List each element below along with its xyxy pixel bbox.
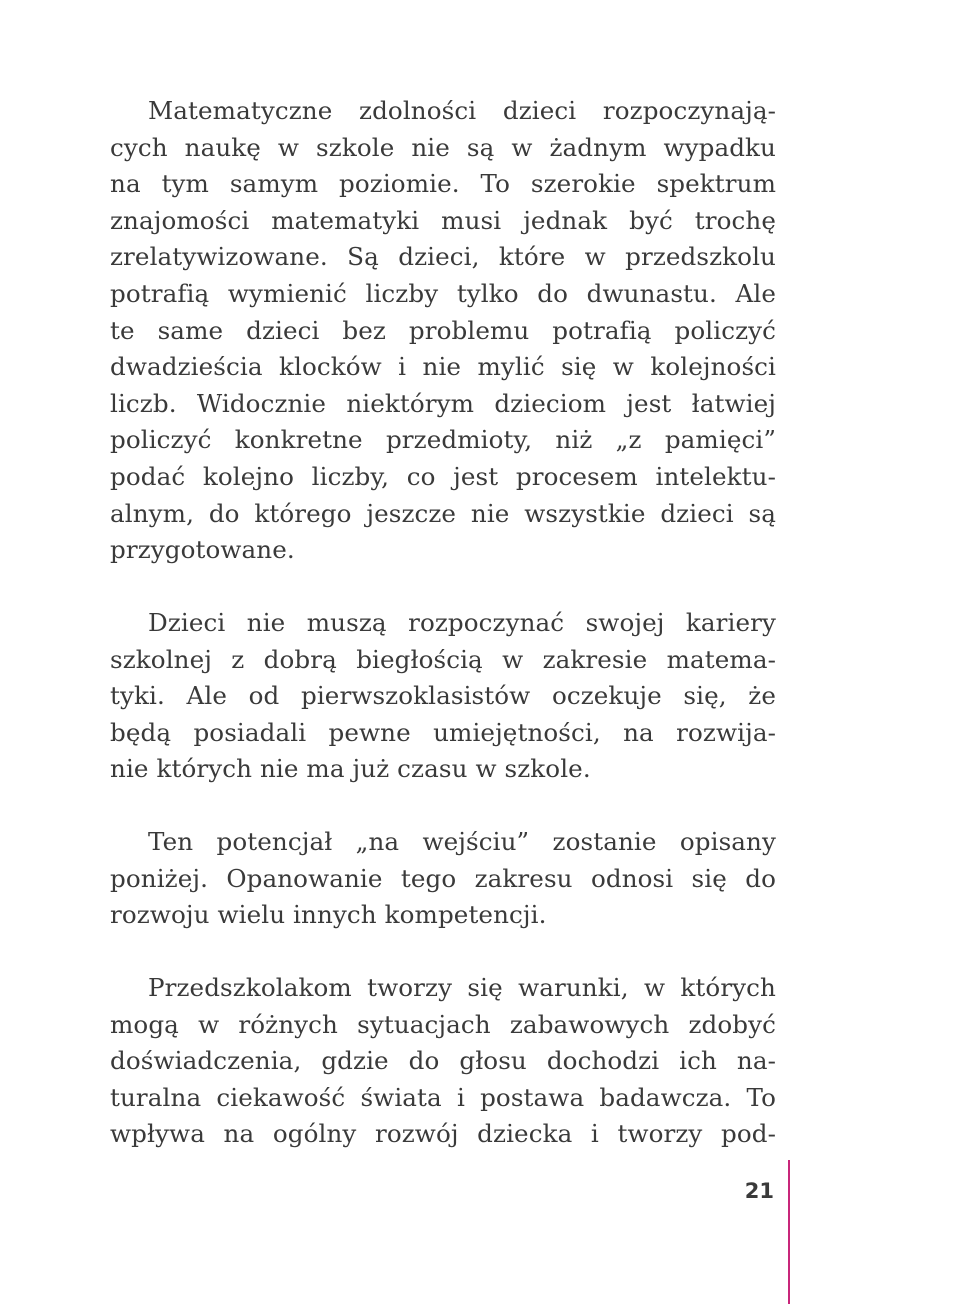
text-line: nie których nie ma już czasu w szkole. xyxy=(110,754,591,784)
text-line: doświadczenia, gdzie do głosu dochodzi ich na- xyxy=(110,1046,776,1076)
text-line: mogą w różnych sytuacjach zabawowych zdobyć xyxy=(110,1009,776,1039)
text-line: tyki. Ale od pierwszoklasistów oczekuje się, że xyxy=(110,681,776,711)
text-line: Przedszkolakom tworzy się warunki, w których xyxy=(148,973,776,1002)
text-line: policzyć konkretne przedmioty, niż „z pamięci” xyxy=(110,425,776,455)
text-line: rozwoju wielu innych kompetencji. xyxy=(110,900,547,930)
text-line: będą posiadali pewne umiejętności, na rozwija- xyxy=(110,717,776,747)
text-line: alnym, do którego jeszcze nie wszystkie dzieci są xyxy=(110,498,776,528)
paragraph-2 xyxy=(110,605,776,788)
text-line: liczb. Widocznie niektórym dzieciom jest łatwiej xyxy=(110,388,776,418)
text-line: dwadzieścia klocków i nie mylić się w kolejności xyxy=(110,352,776,382)
text-line: Ten potencjał „na wejściu” zostanie opisany xyxy=(148,827,776,856)
margin-rule xyxy=(788,1160,790,1304)
text-line: wpływa na ogólny rozwój dziecka i tworzy pod- xyxy=(110,1119,776,1149)
paragraph-1 xyxy=(110,93,776,569)
text-line: znajomości matematyki musi jednak być trochę xyxy=(110,205,776,235)
text-line: szkolnej z dobrą biegłością w zakresie matema- xyxy=(110,644,776,674)
text-line: potrafią wymienić liczby tylko do dwunastu. Ale xyxy=(110,278,776,308)
text-line: Matematyczne zdolności dzieci rozpoczynają- xyxy=(148,96,776,125)
text-line: poniżej. Opanowanie tego zakresu odnosi się do xyxy=(110,863,776,893)
text-line: przygotowane. xyxy=(110,535,295,565)
text-line: podać kolejno liczby, co jest procesem intelektu- xyxy=(110,461,776,491)
page-number: 21 xyxy=(744,1179,774,1203)
text-line: Dzieci nie muszą rozpoczynać swojej kariery xyxy=(148,608,776,637)
text-line: turalna ciekawość świata i postawa badawcza. To xyxy=(110,1082,776,1112)
paragraph-4 xyxy=(110,970,776,1153)
text-line: na tym samym poziomie. To szerokie spektrum xyxy=(110,169,776,199)
text-line: zrelatywizowane. Są dzieci, które w przedszkolu xyxy=(110,242,776,272)
text-line: cych naukę w szkole nie są w żadnym wypadku xyxy=(110,132,776,162)
paragraph-3 xyxy=(110,824,776,934)
text-line: te same dzieci bez problemu potrafią policzyć xyxy=(110,315,776,345)
